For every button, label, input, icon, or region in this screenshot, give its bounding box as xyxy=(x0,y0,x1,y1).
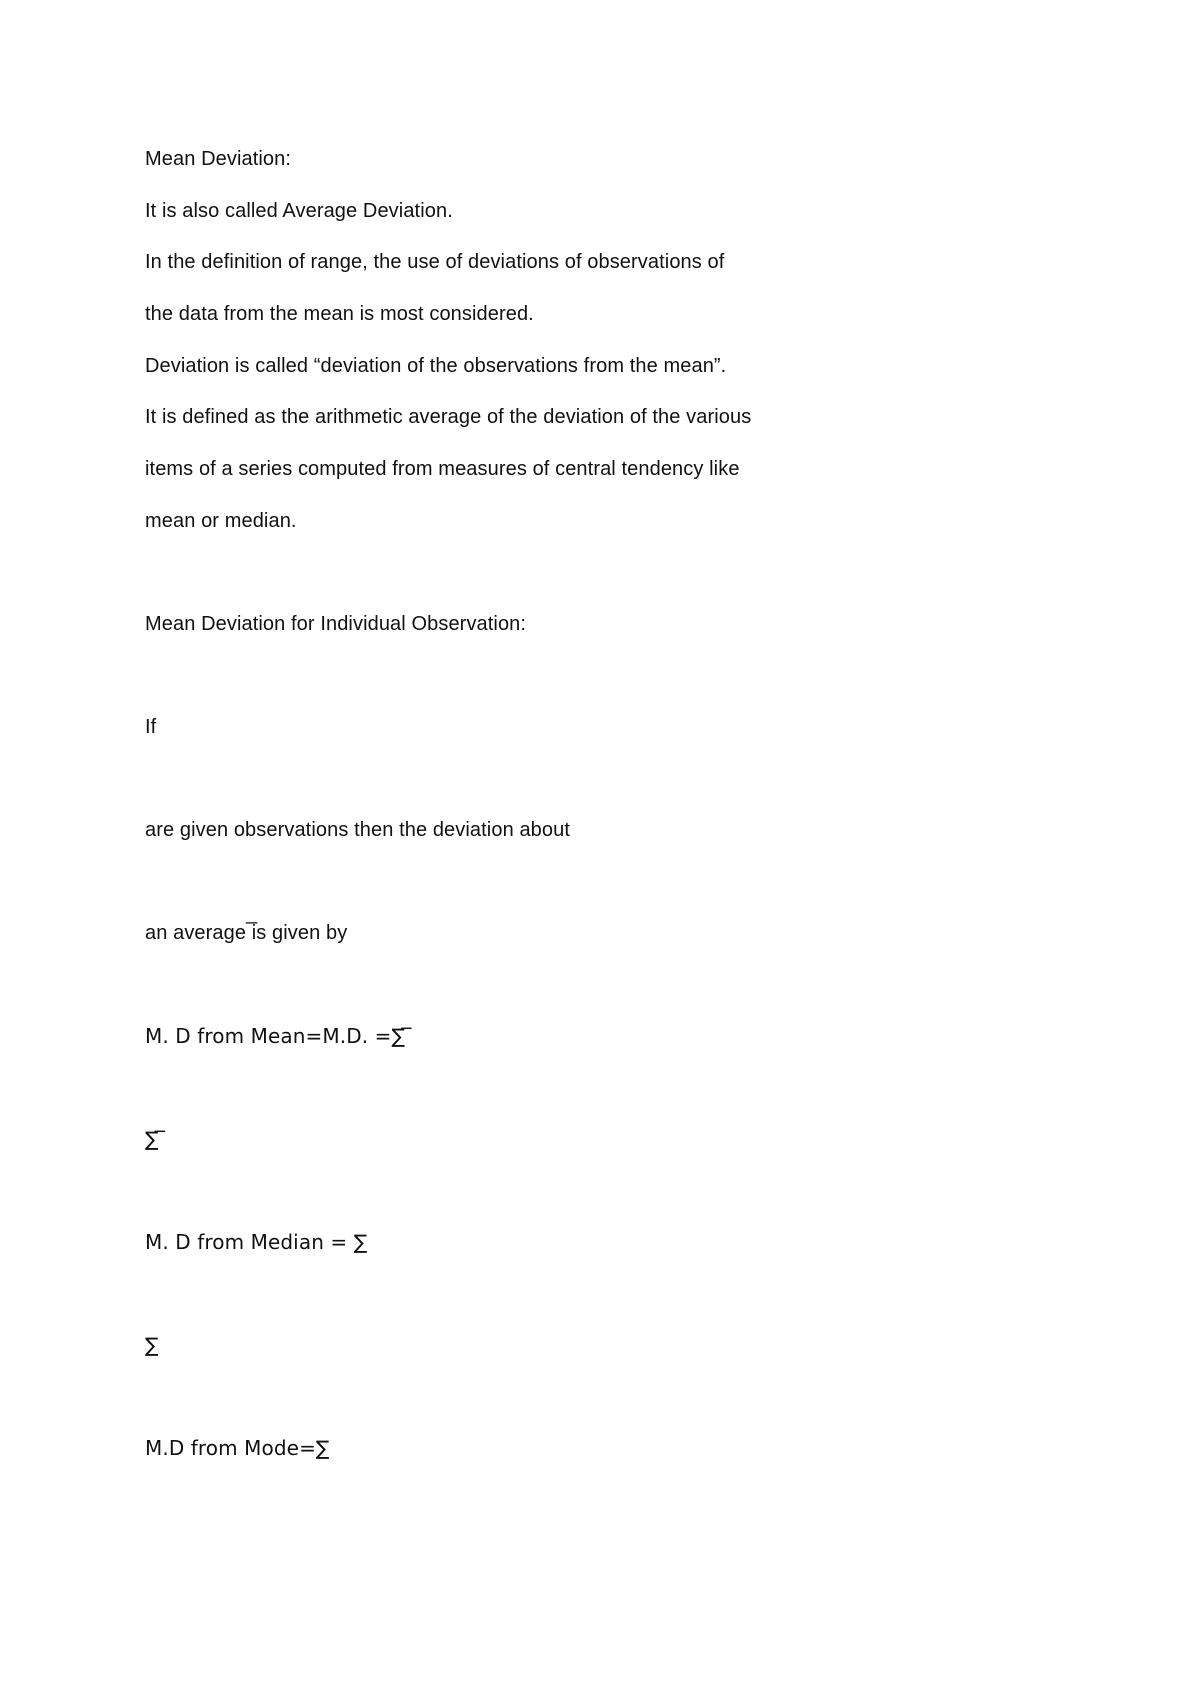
formula-sigma: ∑ ̅ xyxy=(145,1127,166,1151)
text-line: mean or median. xyxy=(145,510,297,532)
text-line: are given observations then the deviation about xyxy=(145,819,570,841)
text-line: If xyxy=(145,716,157,738)
formula-sigma: ∑ xyxy=(145,1333,159,1357)
text-line: the data from the mean is most considered. xyxy=(145,303,534,325)
heading-mean-deviation: Mean Deviation: xyxy=(145,148,292,170)
formula-md-mean: M. D from Mean=M.D. =∑ ̅ xyxy=(145,1024,412,1048)
text-line: It is also called Average Deviation. xyxy=(145,200,453,222)
formula-md-mode: M.D from Mode=∑ xyxy=(145,1436,330,1460)
text-line: Deviation is called “deviation of the observations from the mean”. xyxy=(145,355,727,377)
text-line: In the definition of range, the use of deviations of observations of xyxy=(145,251,725,273)
text-line: an average ̅is given by xyxy=(145,922,348,944)
formula-md-median: M. D from Median = ∑ xyxy=(145,1230,368,1254)
heading-individual-observation: Mean Deviation for Individual Observation: xyxy=(145,613,527,635)
text-line: It is defined as the arithmetic average of the deviation of the various xyxy=(145,406,752,428)
text-line: items of a series computed from measures of central tendency like xyxy=(145,458,740,480)
